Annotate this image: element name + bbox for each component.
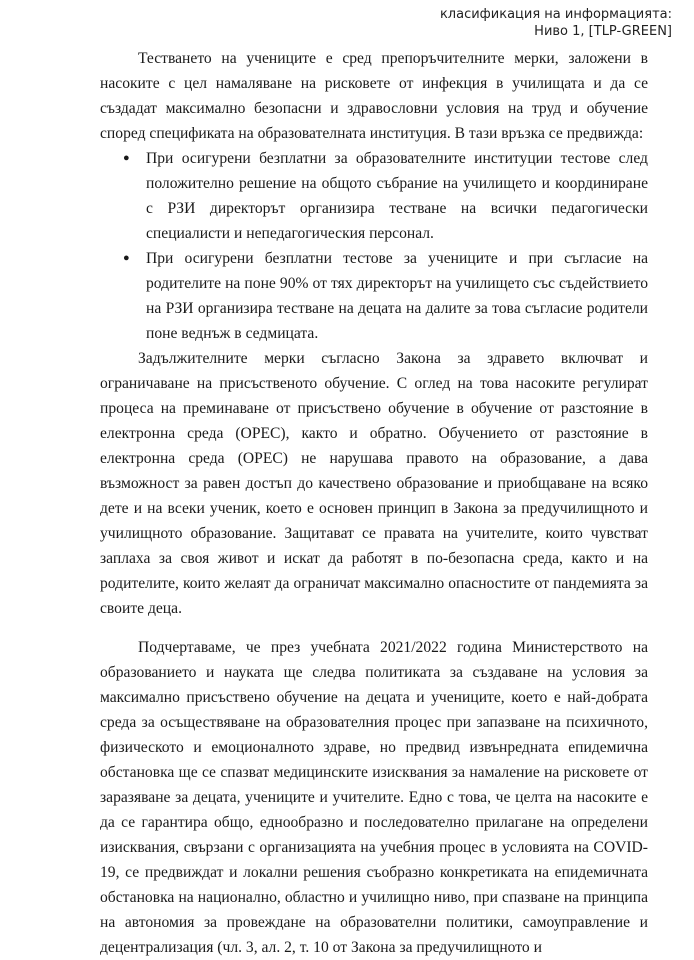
bullet-icon: ● [123, 152, 130, 164]
bullet-item-staff-testing [123, 146, 648, 246]
bullet-list [100, 146, 648, 346]
paragraph-testing: Тестването на учениците е сред препоръчителните мерки, заложени в насоките с цел намаляване на рисковете от инфекция в училищата и да се създадат максимално безопасни и здравословни условия на труд и обучение според спецификата на образователната институция. В тази връзка се предвижда: [100, 50, 648, 142]
classification-level: Ниво 1, [TLP-GREEN] [534, 24, 672, 39]
paragraph-spacer [100, 621, 648, 635]
bullet-text: При осигурени безплатни за образователните институции тестове след положително решение на общото събрание на училището и координиране с РЗИ директорът организира тестване на всички педагогически специалисти и непедагогическия персонал. [146, 150, 648, 242]
classification-header [440, 6, 672, 40]
bullet-icon: ● [123, 252, 130, 264]
document-body [100, 46, 648, 960]
paragraph-ministry-policy: Подчертаваме, че през учебната 2021/2022 година Министерството на образованието и науката ще следва политиката за създаване на условия за максимално присъствено обучение на децата и учениците, което е най-добрата среда за осъществяване на образователния процес при запазване на психичното, физическото и емоционалното здраве, но предвид извънредната епидемична обстановка ще се спазват медицинските изисквания за намаление на рисковете от заразяване за децата, учениците и учителите. Едно с това, че целта на насоките е да се гарантира общо, еднообразно и последователно прилагане на определени изисквания, свързани с организацията на учебния процес в условията на COVID-19, се предвиждат и локални решения съобразно конкретиката на епидемичната обстановка на национално, областно и училищно ниво, при спазване на принципа на автономия за провеждане на образователни политики, самоуправление и децентрализация (чл. 3, ал. 2, т. 10 от Закона за предучилищното и [100, 639, 648, 956]
paragraph-mandatory-measures: Задължителните мерки съгласно Закона за здравето включват и ограничаване на присъственото обучение. С оглед на това насоките регулират процеса на преминаване от присъствено обучение в обучение от разстояние в електронна среда (ОРЕС), както и обратно. Обучението от разстояние в електронна среда (ОРЕС) не нарушава правото на образование, а дава възможност за равен достъп до качествено образование и приобщаване на всяко дете и на всеки ученик, което е основен принцип в Закона за предучилищното и училищното образование. Защитават се правата на учителите, които чувстват заплаха за своя живот и искат да работят в по-безопасна среда, както и на родителите, които желаят да ограничат максимално опасностите от пандемията за своите деца. [100, 350, 648, 617]
bullet-item-student-testing [123, 246, 648, 346]
classification-label: класификация на информацията: [439, 7, 672, 22]
bullet-text: При осигурени безплатни тестове за учениците и при съгласие на родителите на поне 90% от тях директорът на училището със съдействието на РЗИ организира тестване на децата на далите за това съгласие родители поне веднъж в седмицата. [146, 250, 648, 342]
